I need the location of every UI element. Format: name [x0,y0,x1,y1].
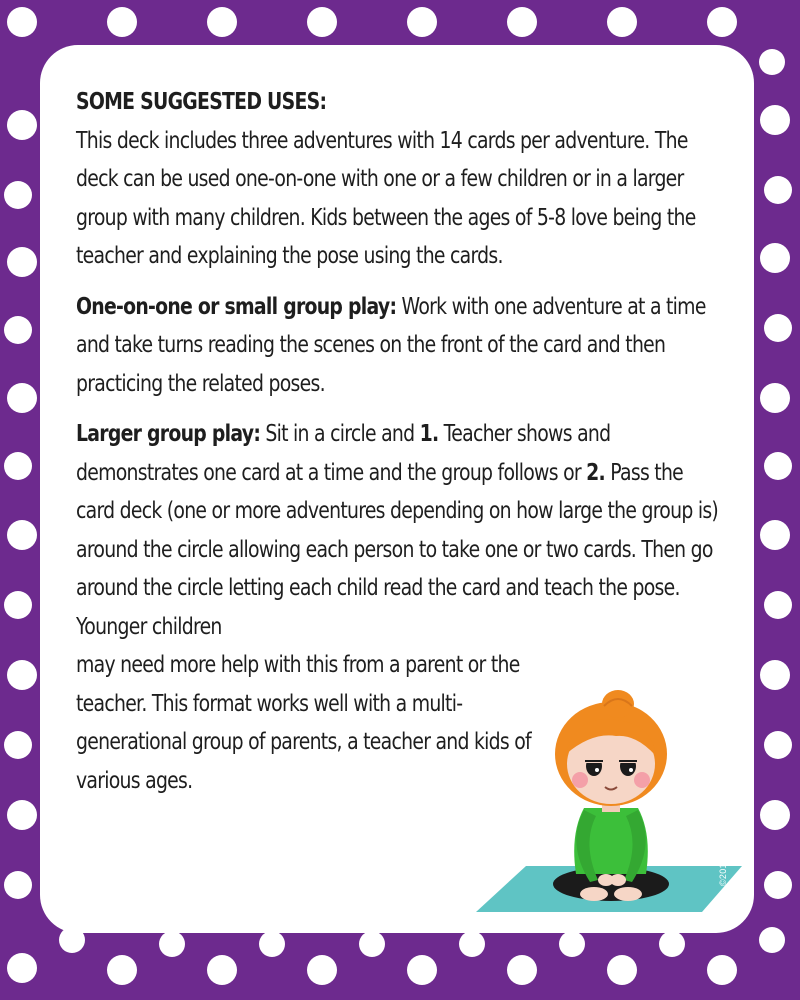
copyright-notice: ©2018 USGAMES [718,807,728,886]
large-group-label: Larger group play: [76,421,261,447]
small-group-label: One-on-one or small group play: [76,293,397,320]
large-group-text-1: Sit in a circle and [260,421,420,447]
intro-paragraph [76,83,726,276]
large-group-text-4: may need more help with this from a parent or the teacher. This format works well with a multi-generational group of parents, a teacher and kids of various ages. [76,652,531,794]
section-heading: SOME SUGGESTED USES: [76,89,327,115]
step-1-number: 1. [419,421,439,447]
intro-text: This deck includes three adventures with 14 cards per adventure. The deck can be used one-on-one with one or a few children or in a larger group with many children. Kids between the ages of 5-8 love being the teacher and explaining the pose using the cards. [76,127,696,269]
small-group-text: Work with one adventure at a time and take turns reading the scenes on the front of the card and then practicing the related poses. [76,293,706,397]
small-group-paragraph [76,288,726,404]
large-group-text-3: Pass the card deck (one or more adventures depending on how large the group is) around the circle allowing each person to take one or two cards. Then go around the circle letting each child read the card and teach the pose. Younger children [76,459,719,640]
meditating-child-illustration [466,684,746,924]
step-2-number: 2. [586,459,605,486]
large-group-text-2: Teacher shows and demonstrates one card at a time and the group follows or [76,421,611,486]
